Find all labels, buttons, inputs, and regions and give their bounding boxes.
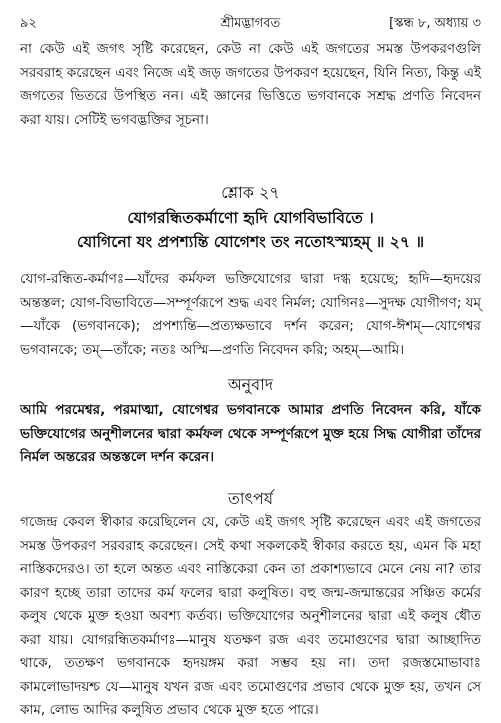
- intro-paragraph: না কেউ এই জগৎ সৃষ্টি করেছেন, কেউ না কেউ এই জগতের সমস্ত উপকরণগুলি সরবরাহ করেছেন এবং নিজে এই জড় জগতের উপকরণ হয়েছেন, যিনি নিত্য, কিন্তু এই জগতের ভিতরে উপস্থিত নন। এই জ্ঞানের ভিত্তিতে ভগবানকে সশ্রদ্ধ প্রণতি নিবেদন করা যায়। সেটিই ভগবদ্ভক্তির সূচনা।: [20, 41, 481, 128]
- page-header: [20, 14, 481, 36]
- chapter-reference: [স্কন্ধ ৮, অধ্যায় ৩: [389, 16, 481, 31]
- synonyms-paragraph: যোগ-রন্ধিত-কর্মাণঃ—যাঁদের কর্মফল ভক্তিযোগের দ্বারা দগ্ধ হয়েছে; হৃদি—হৃদয়ের অন্তস্তল; যোগ-বিভাবিতে—সম্পূর্ণরূপে শুদ্ধ এবং নির্মল; যোগিনঃ—সুদক্ষ যোগীগণ; যম্—যাঁকে (ভগবানকে); প্রপশ্যন্তি—প্রত্যক্ষভাবে দর্শন করেন; যোগ-ঈশম্—যোগেশ্বর ভগবানকে; তম্—তাঁকে; নতঃ অস্মি—প্রণতি নিবেদন করি; অহম্—আমি।: [20, 271, 481, 358]
- book-title: শ্রীমদ্ভাগবত: [220, 16, 281, 31]
- translation-heading: অনুবাদ: [227, 375, 274, 394]
- verse-line-2: যোগিনো যং প্রপশ্যন্তি যোগেশং তং নতোঽস্ম্যহম্ ॥ ২৭ ॥: [76, 233, 425, 251]
- translation-text: আমি পরমেশ্বর, পরমাত্মা, যোগেশ্বর ভগবানকে আমার প্রণতি নিবেদন করি, যাঁকে ভক্তিযোগের অনুশীলনের দ্বারা কর্মফল থেকে সম্পূর্ণরূপে মুক্ত হয়ে সিদ্ধ যোগীরা তাঁদের নির্মল অন্তরের অন্তস্তলে দর্শন করেন।: [20, 402, 481, 465]
- page-number: ৯২: [20, 16, 37, 31]
- verse-line-1: যোগরন্ধিতকর্মাণো হৃদি যোগবিভাবিতে ।: [127, 209, 374, 227]
- verse-heading: শ্লোক ২৭: [221, 183, 280, 202]
- purport-heading: তাৎপর্য: [227, 489, 274, 508]
- purport-text: গজেন্দ্র কেবল স্বীকার করেছিলেন যে, কেউ এই জগৎ সৃষ্টি করেছেন এবং এই জগতের সমস্ত উপকরণ সরবরাহ করেছেন। সেই কথা সকলকেই স্বীকার করতে হয়, এমন কি মহা নাস্তিকদেরও। তা হলে অন্তত এবং নাস্তিকেরা কেন তা প্রকাশ্যভাবে মেনে নেয় না? তার কারণ হচ্ছে তারা তাদের কর্ম ফলের দ্বারা কলুষিত। বহু জন্ম-জন্মান্তরের সঞ্চিত কর্মের কলুষ থেকে মুক্ত হওয়া অবশ্য কর্তব্য। ভক্তিযোগের অনুশীলনের দ্বারা এই কলুষ ধৌত করা যায়। যোগরন্ধিতকর্মাণঃ—মানুষ যতক্ষণ রজ এবং তমোগুণের দ্বারা আচ্ছাদিত থাকে, ততক্ষণ ভগবানকে হৃদয়ঙ্গম করা সম্ভব হয় না। তদা রজস্তমোভাবাঃ কামলোভাদয়শ্চ যে—মানুষ যখন রজ এবং তমোগুণের প্রভাব থেকে মুক্ত হয়, তখন সে কাম, লোভ আদির কলুষিত প্রভাব থেকে মুক্ত হতে পারে।: [20, 514, 481, 718]
